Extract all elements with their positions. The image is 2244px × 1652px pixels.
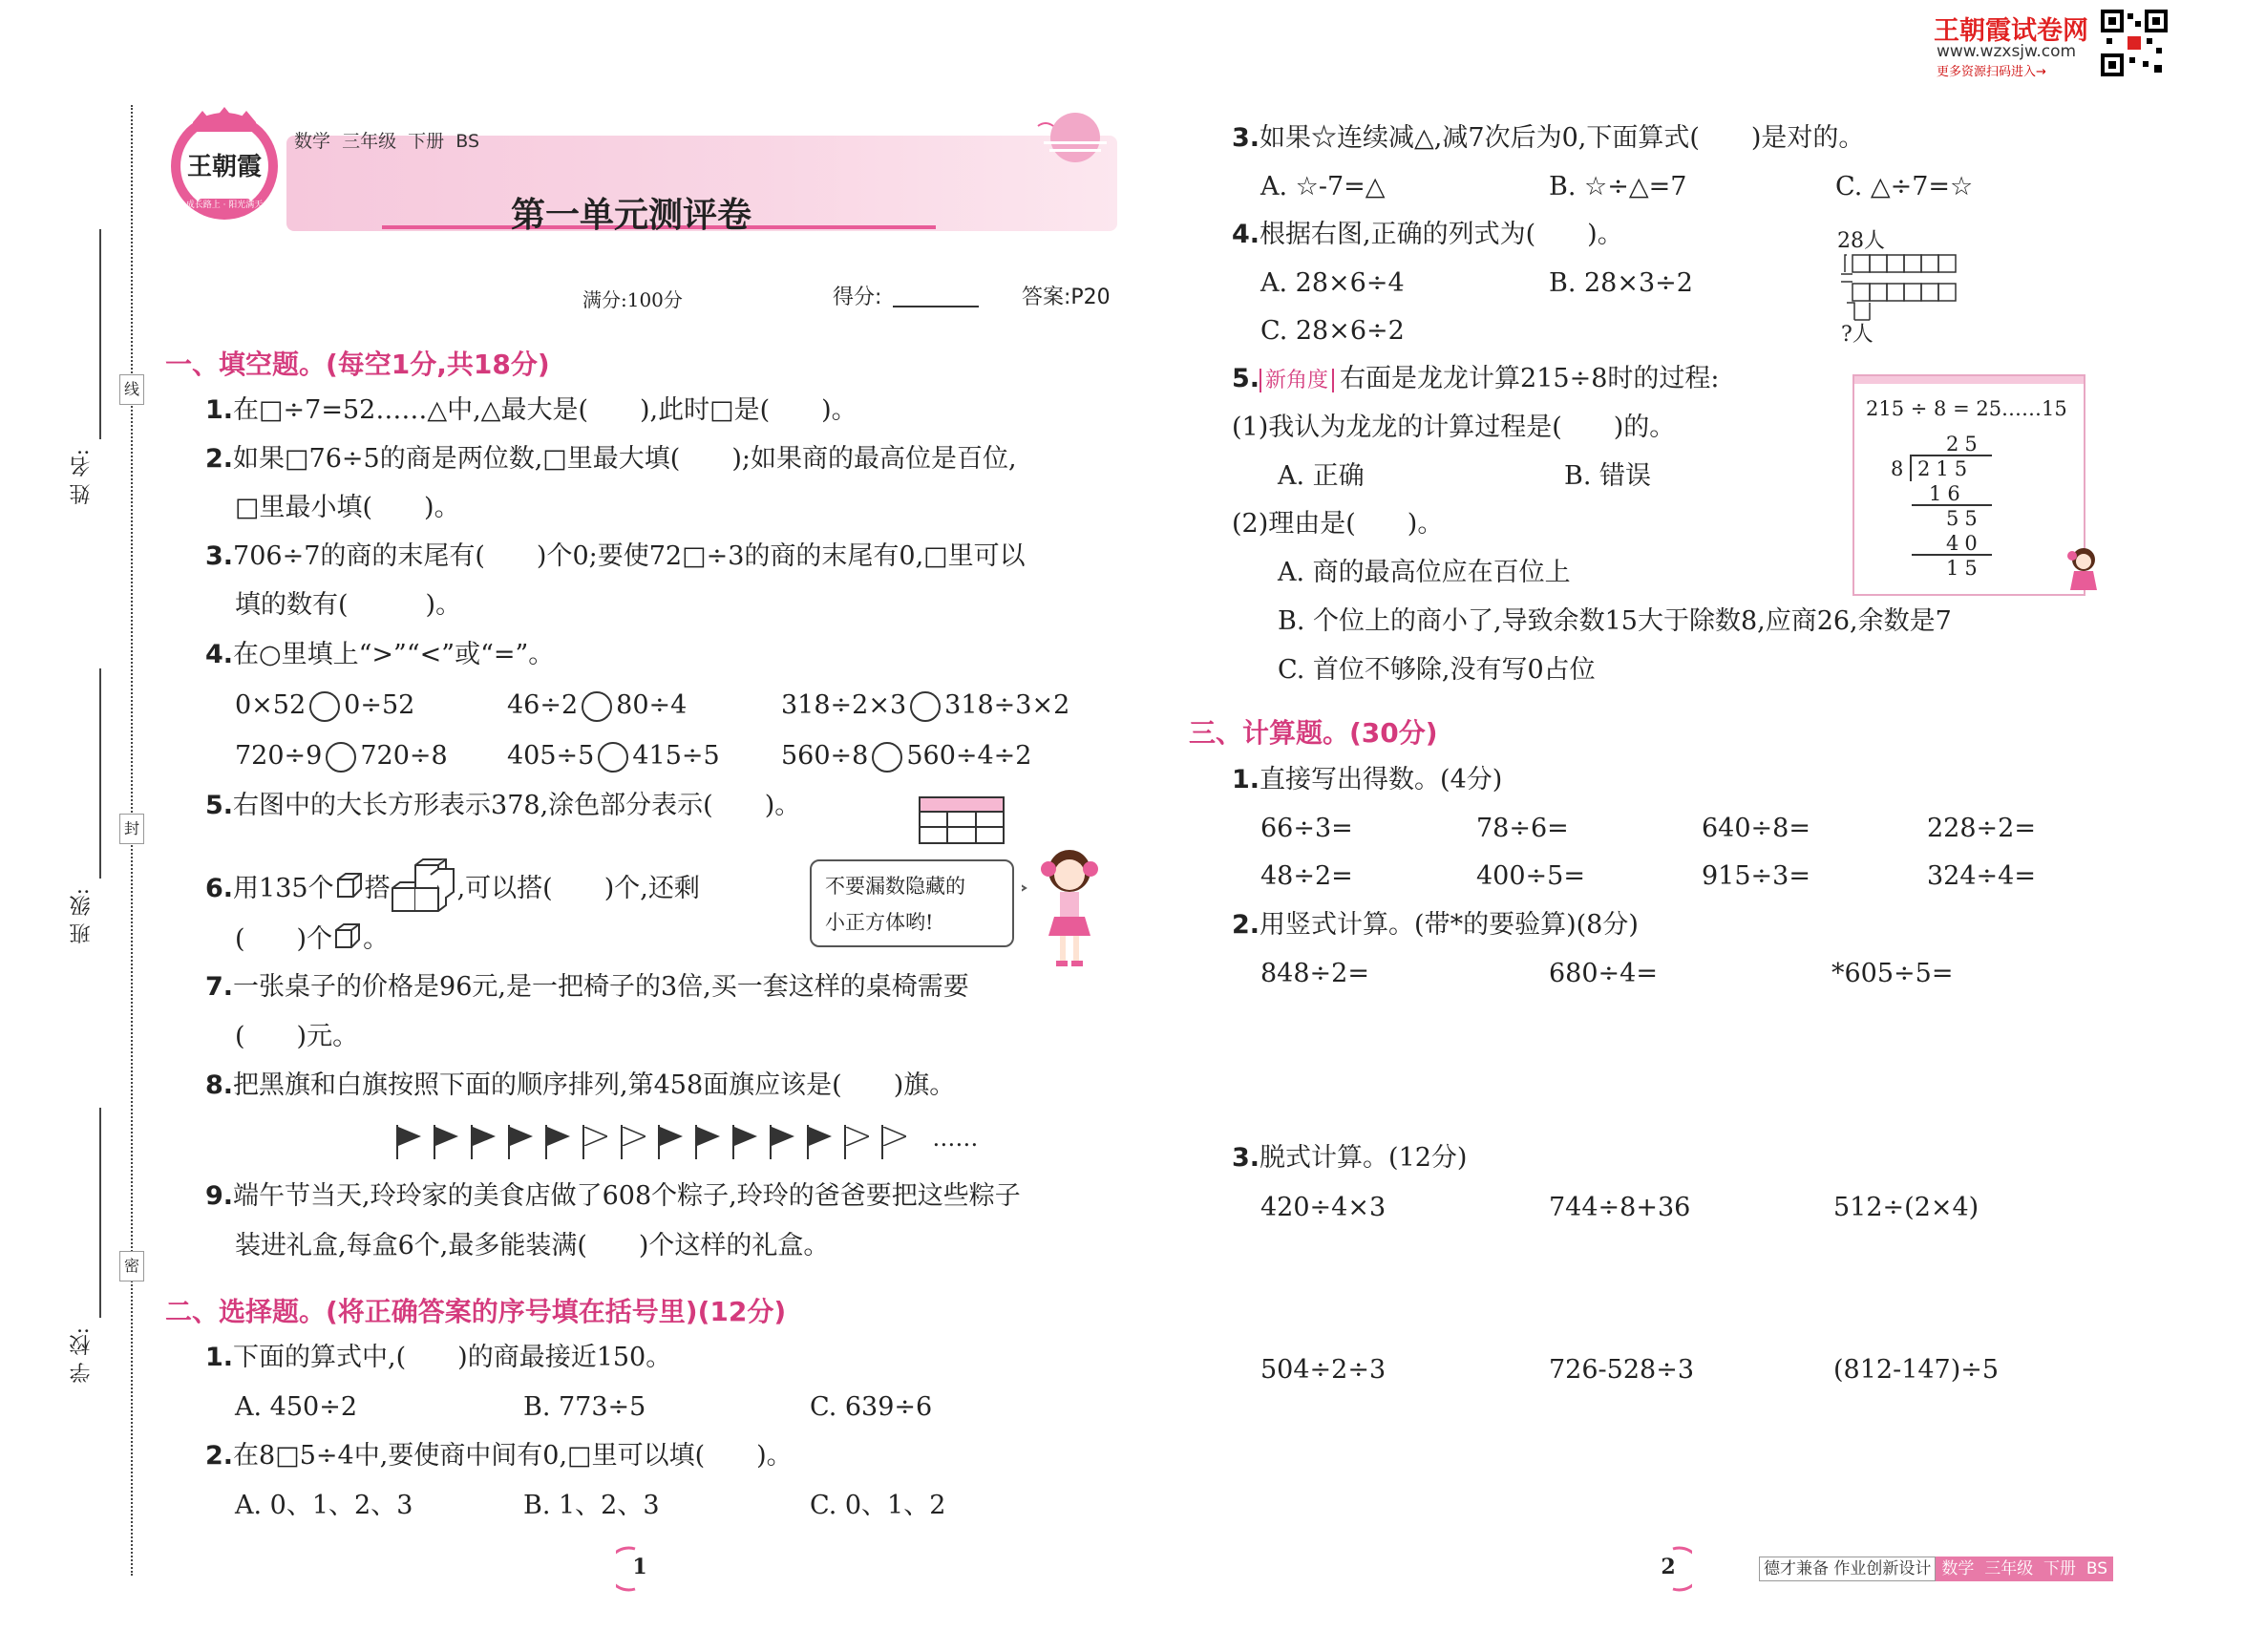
s2-q4-option-c: C. 28×6÷2 [1260,316,1405,346]
s1-q3-num: 3. [205,541,234,571]
s1-q9-line1: 端午节当天,玲玲家的美食店做了608个粽子,玲玲的爸爸要把这些粽子 [233,1181,1021,1211]
calc-equation: 215 ÷ 8 = 25……15 [1866,397,2067,420]
compare-circle[interactable] [910,691,941,722]
compare-item [507,689,687,722]
option-b: B. 错误 [1564,461,1652,491]
compare-right: 560÷4÷2 [906,741,1032,771]
option-c: C. △÷7=☆ [1835,172,1974,201]
compare-right: 720÷8 [360,741,448,771]
s2-q2 [205,1440,793,1472]
s2-q2-text: 在8□5÷4中,要使商中间有0,□里可以填( )。 [233,1441,793,1471]
compare-circle[interactable] [872,742,902,773]
s1-q2-num: 2. [205,444,234,474]
oral-calc-item: 915÷3= [1702,861,1810,891]
black-flag-icon [545,1125,572,1159]
s2-q2-num: 2. [205,1441,234,1471]
footer-series [1759,1555,2113,1578]
s2-q4-text: 根据右图,正确的列式为( )。 [1260,220,1623,249]
calc-step-1: 16 [1929,482,1966,505]
s1-q4-num: 4. [205,640,234,669]
s1-q6-line2 [235,921,389,960]
subject-line: 数学 三年级 下册 BS [294,131,479,152]
s1-q1-text: 在□÷7=52……△中,△最大是( ),此时□是( )。 [233,395,857,425]
oral-calc-item: 640÷8= [1702,814,1810,843]
s1-q9-num: 9. [205,1181,234,1211]
option-a: A. 正确 [1278,461,1365,491]
s1-q3-line1: 706÷7的商的末尾有( )个0;要使72□÷3的商的末尾有0,□里可以 [233,541,1026,571]
page-number-left [616,1545,664,1593]
watermark-site-name: 王朝霞试卷网 [1934,16,2088,46]
option-a: A. 28×6÷4 [1260,268,1405,298]
section2-title: 二、选择题。(将正确答案的序号填在括号里)(12分) [165,1296,787,1327]
full-score: 满分:100分 [582,288,683,311]
answer-ref: 答案:P20 [1022,286,1111,309]
s1-q4 [205,639,554,671]
header-sun-icon [1036,107,1114,164]
hint-line-1: 不要漏数隐藏的 [825,875,965,898]
white-flag-icon [621,1125,647,1159]
s3-q1-num: 1. [1232,765,1260,794]
flag-sequence [396,1125,978,1163]
compare-left: 560÷8 [781,741,869,771]
s1-q1-num: 1. [205,395,234,425]
compare-item [507,740,720,773]
s1-q2-line1: 如果□76÷5的商是两位数,□里最大填( );如果商的最高位是百位, [233,444,1017,474]
s1-q8 [205,1070,955,1102]
option-b: B. ☆÷△=7 [1549,172,1687,201]
seal-char-mi: 密 [119,1251,144,1281]
s1-q5 [205,790,800,822]
school-field[interactable] [67,1108,105,1432]
s3-q2-text: 用竖式计算。(带*的要验算)(8分) [1260,910,1639,940]
small-cube-icon [334,870,365,909]
vertical-calc-item: *605÷5= [1831,959,1954,988]
s2-q5-sub1: (1)我认为龙龙的计算过程是( )的。 [1232,413,1676,442]
s2-q5-sub2: (2)理由是( )。 [1232,509,1444,539]
s1-q3 [205,540,1026,573]
s1-q6-line2-a: ( )个 [235,924,333,954]
option-c: C. 639÷6 [810,1392,933,1422]
girl-mascot-icon [2063,544,2105,598]
footer-series-name: 德才兼备 作业创新设计 [1759,1557,1936,1581]
compare-right: 318÷3×2 [944,690,1070,720]
stepwise-calc-item: 420÷4×3 [1260,1193,1387,1222]
vertical-calc-item: 848÷2= [1260,959,1369,988]
compare-item [781,689,1069,722]
black-flag-icon [732,1125,759,1159]
score-label: 得分: [833,286,882,309]
s1-q1 [205,394,857,427]
calc-step-3: 40 [1946,532,1983,555]
cube-stack-icon [391,856,457,923]
brand-name: 王朝霞 [186,153,262,181]
s1-q7-num: 7. [205,972,234,1002]
option-b: B. 28×3÷2 [1549,268,1693,298]
oral-calc-item: 66÷3= [1260,814,1353,843]
page-number-right-text: 2 [1661,1555,1676,1579]
s3-q1-text: 直接写出得数。(4分) [1260,765,1503,794]
seal-char-feng: 封 [119,814,144,844]
page-title: 第一单元测评卷 [511,196,752,235]
stepwise-calc-item: 744÷8+36 [1549,1193,1691,1222]
s2-q5-opt-c: C. 首位不够除,没有写0占位 [1278,655,1596,685]
white-flag-icon [582,1125,609,1159]
black-flag-icon [434,1125,460,1159]
girl-character-icon [1022,840,1117,974]
s2-q3 [1232,122,1864,155]
watermark-tip: 更多资源扫码进入→ [1937,65,2046,79]
s1-q9-line2: 装进礼盒,每盒6个,最多能装满( )个这样的礼盒。 [235,1231,830,1260]
page-number-right [1644,1545,1692,1593]
page-number-left-text: 1 [632,1555,647,1579]
stepwise-calc-item: (812-147)÷5 [1833,1355,2000,1385]
s2-q5-opt-b: B. 个位上的商小了,导致余数15大于除数8,应商26,余数是7 [1278,606,1952,636]
bar-model-top-label: 28人 [1837,229,1885,253]
black-flag-icon [471,1125,497,1159]
hint-line-2: 小正方体哟! [825,911,934,934]
black-flag-icon [807,1125,834,1159]
vertical-calc-item: 680÷4= [1549,959,1658,988]
s1-q9 [205,1180,1021,1213]
s1-q8-num: 8. [205,1070,234,1100]
compare-left: 0×52 [235,690,307,720]
school-label: 学 校: [70,1327,94,1384]
compare-item [235,689,414,722]
compare-circle[interactable] [582,691,612,722]
s3-q3-text: 脱式计算。(12分) [1260,1143,1468,1173]
s3-q2-num: 2. [1232,910,1260,940]
option-a: A. 450÷2 [235,1392,357,1422]
s3-q3-num: 3. [1232,1143,1260,1173]
option-a: A. ☆-7=△ [1260,172,1386,201]
s2-q5-num: 5. [1232,364,1260,393]
name-field[interactable] [67,229,105,544]
compare-right: 0÷52 [344,690,415,720]
calc-step-2: 55 [1946,507,1983,530]
s1-q7-line1: 一张桌子的价格是96元,是一把椅子的3倍,买一套这样的桌椅需要 [233,972,969,1002]
s1-q7 [205,971,969,1004]
compare-circle[interactable] [309,691,340,722]
calc-dividend: 215 [1917,457,1974,480]
bar-model-figure [1833,224,1967,347]
s3-q1 [1232,764,1502,796]
new-angle-tag: 新角度 [1260,369,1334,392]
class-label: 班 级: [70,888,94,944]
compare-circle[interactable] [598,742,628,773]
black-flag-icon [770,1125,796,1159]
calc-quotient: 25 [1946,433,1983,455]
compare-left: 46÷2 [507,690,579,720]
compare-left: 405÷5 [507,741,595,771]
stepwise-calc-item: 726-528÷3 [1549,1355,1694,1385]
s1-q6-num: 6. [205,874,234,903]
class-field[interactable] [67,668,105,984]
compare-right: 80÷4 [616,690,688,720]
rectangle-figure [919,796,1005,844]
s2-q1-text: 下面的算式中,( )的商最接近150。 [233,1343,672,1372]
oral-calc-item: 228÷2= [1927,814,2036,843]
brand-slogan: 成长路上 · 阳光满天 [185,201,264,210]
small-cube-icon [332,921,363,960]
compare-left: 318÷2×3 [781,690,907,720]
flag-ellipsis: …… [932,1125,979,1152]
s2-q5-opt-a: A. 商的最高位应在百位上 [1278,558,1571,587]
s1-q6 [205,856,700,923]
s1-q7-line2: ( )元。 [235,1022,359,1051]
stepwise-calc-item: 504÷2÷3 [1260,1355,1387,1385]
score-blank[interactable] [893,306,979,307]
s1-q4-text: 在○里填上“>”“<”或“=”。 [233,640,555,669]
oral-calc-item: 324÷4= [1927,861,2036,891]
qr-code-icon [2101,10,2168,76]
section1-title: 一、填空题。(每空1分,共18分) [165,349,550,380]
calc-step-4: 15 [1946,557,1983,580]
brand-logo [164,103,285,223]
s1-q5-num: 5. [205,791,234,820]
s1-q6-text-a: 用135个 [233,874,334,903]
s1-q8-text: 把黑旗和白旗按照下面的顺序排列,第458面旗应该是( )旗。 [233,1070,956,1100]
oral-calc-item: 48÷2= [1260,861,1353,891]
compare-item [235,740,448,773]
white-flag-icon [881,1125,908,1159]
s1-q2 [205,443,1017,476]
calc-board [1852,374,2085,596]
s2-q3-text: 如果☆连续减△,减7次后为0,下面算式( )是对的。 [1260,123,1865,153]
compare-left: 720÷9 [235,741,323,771]
black-flag-icon [508,1125,535,1159]
s2-q1 [205,1342,671,1374]
compare-item [781,740,1031,773]
s2-q3-num: 3. [1232,123,1260,153]
white-flag-icon [844,1125,871,1159]
s2-q5 [1232,363,1720,397]
s1-q6-text-c: ,可以搭( )个,还剩 [456,874,700,903]
oral-calc-item: 78÷6= [1476,814,1569,843]
hint-bubble [810,859,1014,947]
stepwise-calc-item: 512÷(2×4) [1833,1193,1979,1222]
s1-q5-text: 右图中的大长方形表示378,涂色部分表示( )。 [233,791,801,820]
option-a: A. 0、1、2、3 [235,1491,413,1520]
footer-series-tag: 数学 三年级 下册 BS [1936,1557,2113,1581]
watermark-url: www.wzxsjw.com [1937,42,2077,61]
option-b: B. 773÷5 [523,1392,646,1422]
oral-calc-item: 400÷5= [1476,861,1585,891]
black-flag-icon [658,1125,685,1159]
option-b: B. 1、2、3 [523,1491,660,1520]
s2-q5-text: 右面是龙龙计算215÷8时的过程: [1340,364,1720,393]
s1-q6-line2-b: 。 [363,924,390,954]
bar-model-bottom-label: ?人 [1841,323,1874,347]
s2-q1-num: 1. [205,1343,234,1372]
s1-q6-text-b: 搭 [364,874,391,903]
compare-circle[interactable] [326,742,356,773]
seal-char-xian: 线 [119,374,144,405]
s3-q3 [1232,1142,1467,1175]
s3-q2 [1232,909,1639,942]
section3-title: 三、计算题。(30分) [1189,717,1438,749]
black-flag-icon [695,1125,722,1159]
s2-q4-num: 4. [1232,220,1260,249]
name-label: 姓 名: [70,449,94,505]
calc-divisor: 8 [1891,457,1904,480]
black-flag-icon [396,1125,423,1159]
s1-q3-line2: 填的数有( )。 [235,590,462,620]
option-c: C. 0、1、2 [810,1491,946,1520]
s1-q2-line2: □里最小填( )。 [235,493,460,522]
s2-q4 [1232,219,1623,251]
compare-right: 415÷5 [632,741,720,771]
